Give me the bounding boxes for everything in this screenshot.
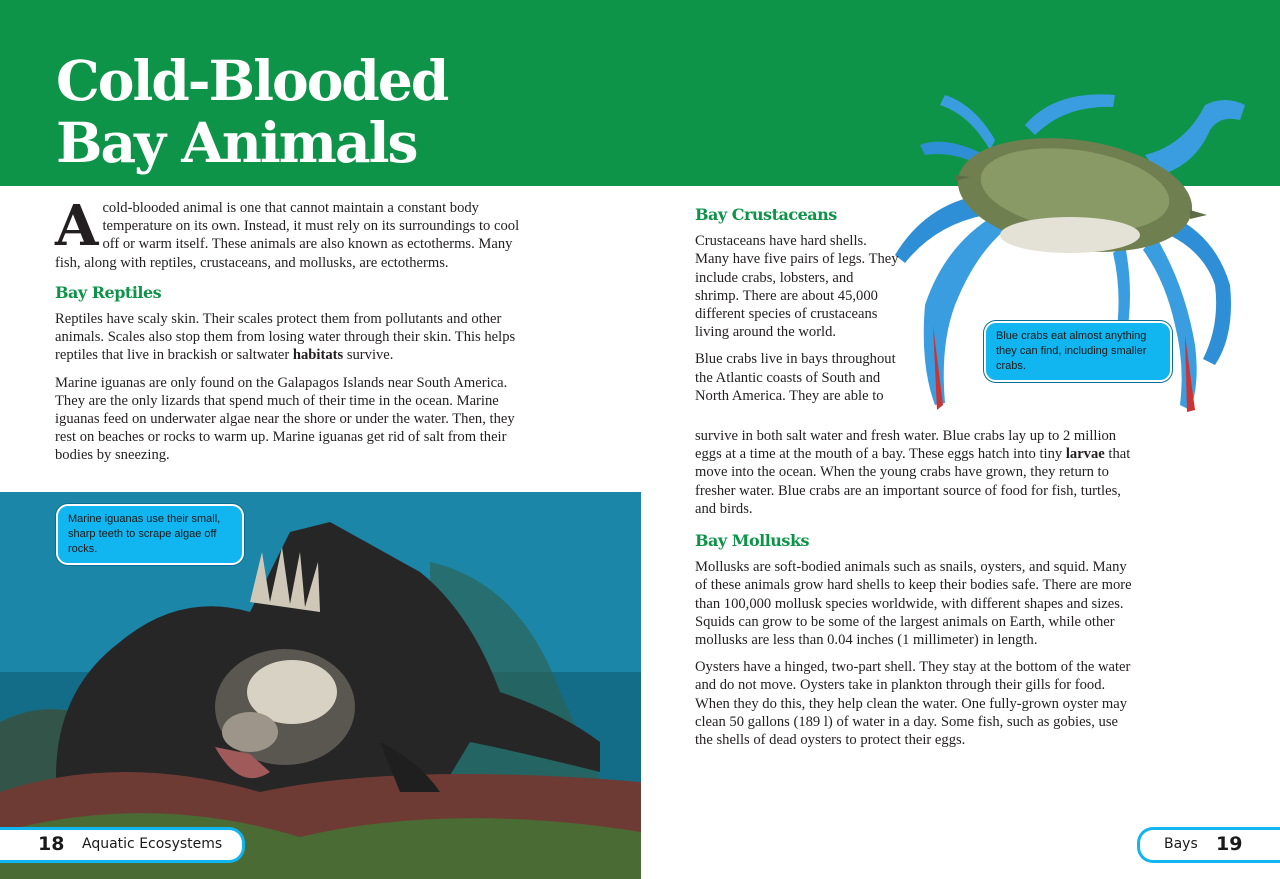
intro-text: cold-blooded animal is one that cannot maintain a constant body temperature on its own. Instead, it must rely on its surroundings to cool off or warm itself. These animals are also known as ectotherms. Many fish, along with reptiles, crustaceans, and mollusks, are ectotherms. [55, 200, 520, 271]
page-title [56, 50, 447, 174]
intro-paragraph [55, 193, 525, 272]
reptiles-paragraph-2: Marine iguanas are only found on the Galapagos Islands near South America. They are the only lizards that spend much of their time in the ocean. Marine iguanas feed on underwater algae near the shore or under the water. Then, they rest on beaches or rocks to warm up. Marine iguanas get rid of salt from their bodies by sneezing. [55, 374, 515, 464]
right-wide-column [695, 427, 1135, 758]
mollusks-heading: Bay Mollusks [695, 531, 810, 551]
title-line-2: Bay Animals [56, 110, 417, 175]
drop-cap: A [55, 193, 99, 259]
mollusks-paragraph-2: Oysters have a hinged, two-part shell. They stay at the bottom of the water and do not move. Oysters take in plankton through their gills for food. When they do this, they help clean the water. One fully-grown oyster may clean 50 gallons (189 l) of water in a day. Some fish, such as gobies, use the shells of dead oysters to protect their eggs. [695, 659, 1131, 749]
glossary-term-larvae: larvae [1065, 446, 1105, 463]
left-column [55, 193, 525, 474]
footer-left-tab [0, 827, 245, 863]
footer-right-tab [1137, 827, 1280, 863]
iguana-caption: Marine iguanas use their small, sharp teeth to scrape algae off rocks. [56, 504, 244, 565]
book-title-label: Aquatic Ecosystems [82, 836, 223, 852]
mollusks-paragraph-1: Mollusks are soft-bodied animals such as snails, oysters, and squid. Many of these animals grow hard shells to keep their bodies safe. There are more than 100,000 mollusk species worldwide, with different shapes and sizes. Squids can grow to be some of the largest animals on Earth, while other mollusks are less than 0.04 inches (1 millimeter) in length. [695, 559, 1132, 649]
page-number-right: 19 [1216, 833, 1243, 855]
reptiles-text-a: Reptiles have scaly skin. Their scales protect them from pollutants and other animals. Scales also stop them from losing water through their skin. This helps reptiles that live in brackish or saltwater [55, 311, 516, 364]
crustaceans-text-a: survive in both salt water and fresh water. Blue crabs lay up to 2 million eggs at a time at the mouth of a bay. These eggs hatch into tiny [695, 428, 1117, 463]
page-number-left: 18 [38, 833, 65, 855]
crustaceans-paragraph-2-cont [695, 427, 1135, 518]
title-line-1: Cold-Blooded [56, 48, 448, 113]
crab-caption: Blue crabs eat almost anything they can find, including smaller crabs. [984, 321, 1172, 382]
reptiles-text-b: survive. [343, 347, 394, 364]
crustaceans-paragraph-1: Crustaceans have hard shells. Many have five pairs of legs. They include crabs, lobsters, and shrimp. There are about 45,000 different species of crustaceans living around the world. [695, 233, 899, 341]
crustaceans-heading: Bay Crustaceans [695, 205, 837, 224]
crustaceans-narrow-column [695, 206, 900, 405]
crustaceans-text-b: that move into the ocean. When the young crabs have grown, they return to fresher water. Blue crabs are an important source of food for fish, turtles, and birds. [695, 446, 1131, 517]
crustaceans-paragraph-2-start: Blue crabs live in bays throughout the Atlantic coasts of South and North America. They are able to [695, 351, 896, 404]
glossary-term-habitats: habitats [292, 347, 344, 364]
chapter-label: Bays [1164, 836, 1198, 852]
reptiles-heading: Bay Reptiles [55, 282, 162, 302]
reptiles-paragraph-1 [55, 310, 525, 365]
